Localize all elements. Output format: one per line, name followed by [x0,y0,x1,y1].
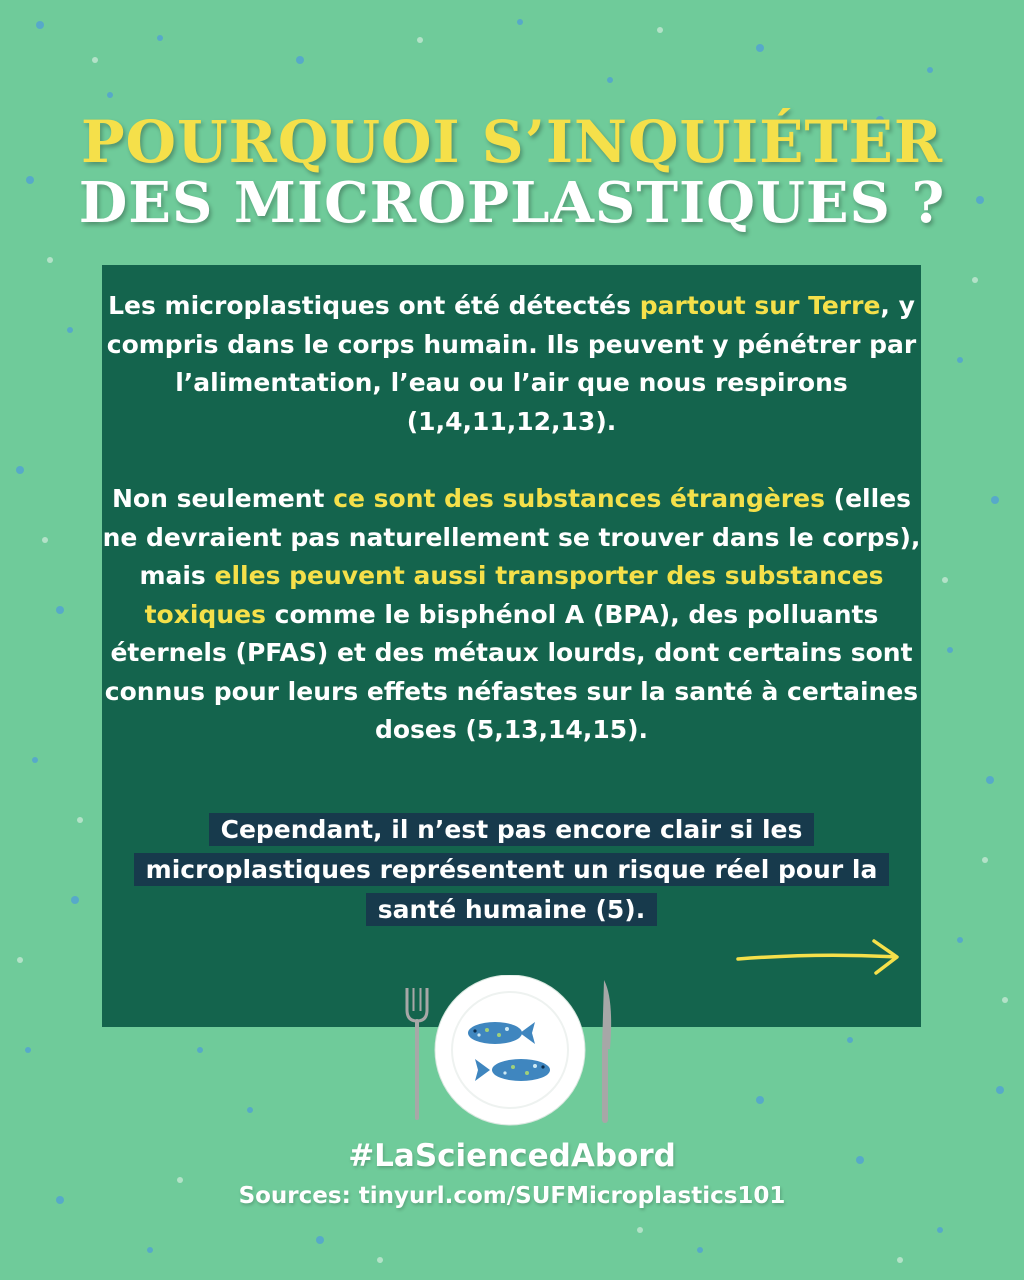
sources-link[interactable]: Sources: tinyurl.com/SUFMicroplastics101 [238,1183,786,1209]
knife-icon [602,980,611,1123]
info-card [102,265,921,1027]
fork-icon [407,988,427,1120]
highlight-toxic-transport: elles peuvent aussi transporter des substances toxiques [144,561,884,629]
callout-risk-unclear: Cependant, il n’est pas encore clair si les microplastiques représentent un risque réel pour la santé humaine (5). [102,810,921,930]
plate-icon [435,975,585,1125]
next-arrow-icon[interactable] [734,935,904,975]
title-line-2: DES MICROPLASTIQUES ? [78,170,946,236]
title-line-1: POURQUOI S’INQUIÉTER [80,108,944,176]
plate-illustration [395,975,635,1130]
hashtag: #LaSciencedAbord [348,1138,676,1174]
highlight-foreign-substances: ce sont des substances étrangères [333,484,825,513]
highlight-everywhere: partout sur Terre [639,291,881,320]
paragraph-detected-everywhere: Les microplastiques ont été détectés partout sur Terre, y compris dans le corps humain. Ils peuvent y pénétrer par l’alimentation, l’eau ou l’air que nous respirons (1,4,11,12,13). [106,291,917,436]
paragraph-foreign-substances: Non seulement ce sont des substances étrangères (elles ne devraient pas naturellement se trouver dans le corps), mais elles peuvent aussi transporter des substances toxiques comme le bisphénol A (BPA), des polluants éternels (PFAS) et des métaux lourds, dont certains sont connus pour leurs effets néfastes sur la santé à certaines doses (5,13,14,15). [102,484,921,744]
